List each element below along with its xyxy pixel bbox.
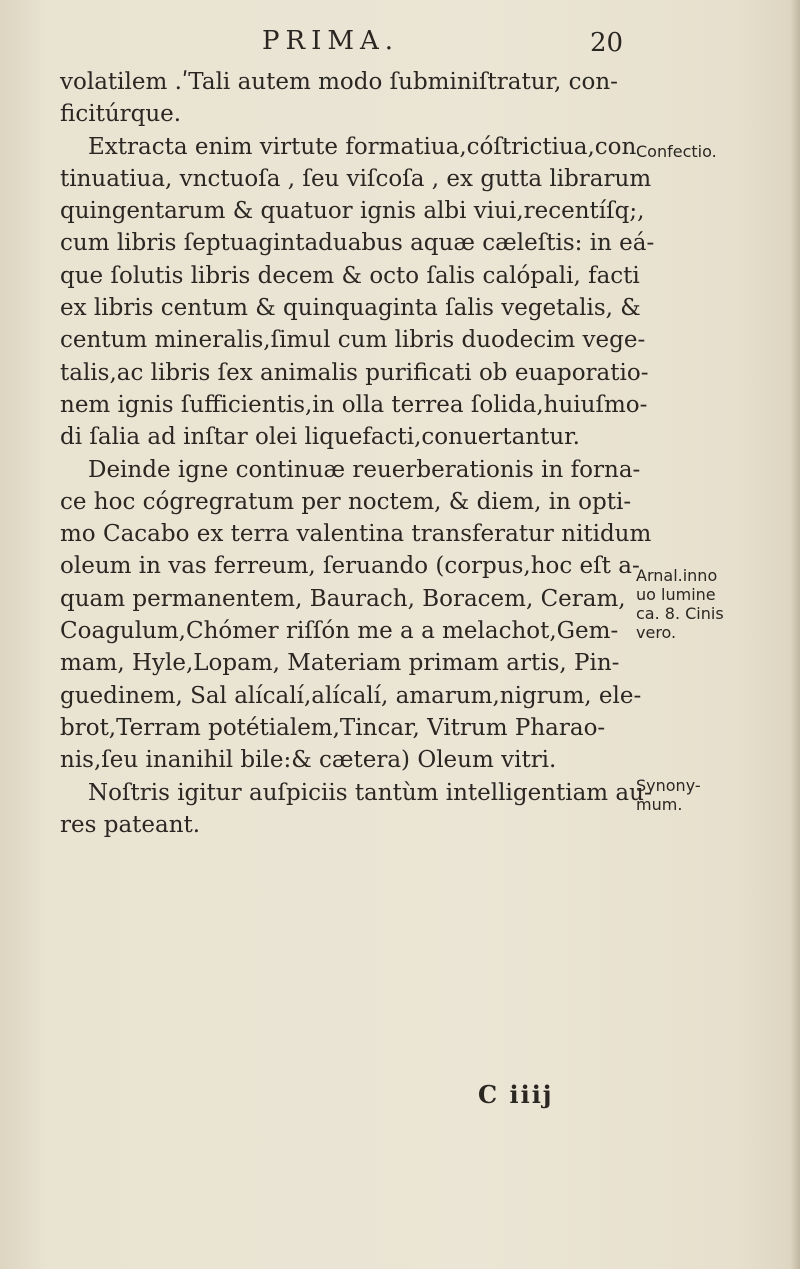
text-line: ce hoc cógregratum per noctem, & diem, in opti- bbox=[60, 488, 632, 515]
margin-note-synonymum bbox=[636, 776, 786, 814]
signature-mark: C iiij bbox=[478, 1080, 554, 1109]
margin-note-line: ca. 8. Cinis bbox=[636, 604, 724, 623]
text-line: Coagulum,Chómer riſſón me a a melachot,Gem- bbox=[60, 618, 619, 645]
text-line: mo Cacabo ex terra valentina transferatur nitidum bbox=[60, 521, 652, 548]
page-number: 20 bbox=[590, 28, 624, 58]
text-line: ex libris centum & quinquaginta ſalis vegetalis, & bbox=[60, 295, 641, 322]
margin-note-line: Confectio. bbox=[636, 142, 717, 161]
text-line: guedinem, Sal alícalí,alícalí, amarum,nigrum, ele- bbox=[60, 682, 642, 709]
text-line: nem ignis ſufficientis,in olla terrea ſolida,huiuſmo- bbox=[60, 391, 648, 418]
text-line: tinuatiua, vnctuoſa , ſeu viſcoſa , ex gutta librarum bbox=[60, 165, 652, 192]
text-line: volatilem .ʹTali autem modo ſubminiſtratur, con- bbox=[60, 69, 618, 95]
text-line: talis,ac libris ſex animalis purificati ob euaporatio- bbox=[60, 359, 649, 386]
running-head: PRIMA. bbox=[262, 26, 400, 56]
text-line: oleum in vas ferreum, ſeruando (corpus,hoc eſt a- bbox=[60, 553, 640, 580]
text-line: centum mineralis,ſimul cum libris duodecim vege- bbox=[60, 327, 646, 354]
text-line: cum libris ſeptuagintaduabus aquæ cæleſtis: in eá- bbox=[60, 230, 655, 257]
text-line: Extracta enim virtute formatiua,cóſtrictiua,con bbox=[88, 133, 637, 160]
text-line: ficitúrque. bbox=[60, 101, 182, 128]
text-line: que ſolutis libris decem & octo ſalis calópali, facti bbox=[60, 262, 640, 289]
text-line: Noſtris igitur auſpiciis tantùm intelligentiam au- bbox=[88, 779, 652, 806]
page-header bbox=[0, 22, 800, 62]
margin-note-line: uo lumine bbox=[636, 585, 716, 604]
margin-note-line: Arnal.inno bbox=[636, 566, 718, 585]
margin-note-line: mum. bbox=[636, 795, 683, 814]
margin-note-arnaldus bbox=[636, 566, 786, 642]
margin-note-confectio bbox=[636, 142, 786, 161]
page-edge-shadow bbox=[790, 0, 800, 1269]
main-text-block bbox=[60, 66, 655, 841]
text-line: brot,Terram potétialem,Tincar, Vitrum Pharao- bbox=[60, 714, 606, 741]
margin-note-line: Synony- bbox=[636, 776, 701, 795]
text-line: res pateant. bbox=[60, 811, 201, 838]
text-line: Deinde igne continuæ reuerberationis in forna- bbox=[88, 456, 641, 483]
text-line: quingentarum & quatuor ignis albi viui,recentíſq;, bbox=[60, 198, 645, 225]
text-line: nis,ſeu inanihil bile:& cætera) Oleum vitri. bbox=[60, 747, 557, 774]
text-line: quam permanentem, Baurach, Boracem, Ceram, bbox=[60, 585, 626, 612]
margin-note-line: vero. bbox=[636, 623, 677, 642]
text-line: mam, Hyle,Lopam, Materiam primam artis, Pin- bbox=[60, 650, 620, 677]
text-line: di ſalia ad inſtar olei liquefacti,conuertantur. bbox=[60, 424, 580, 451]
